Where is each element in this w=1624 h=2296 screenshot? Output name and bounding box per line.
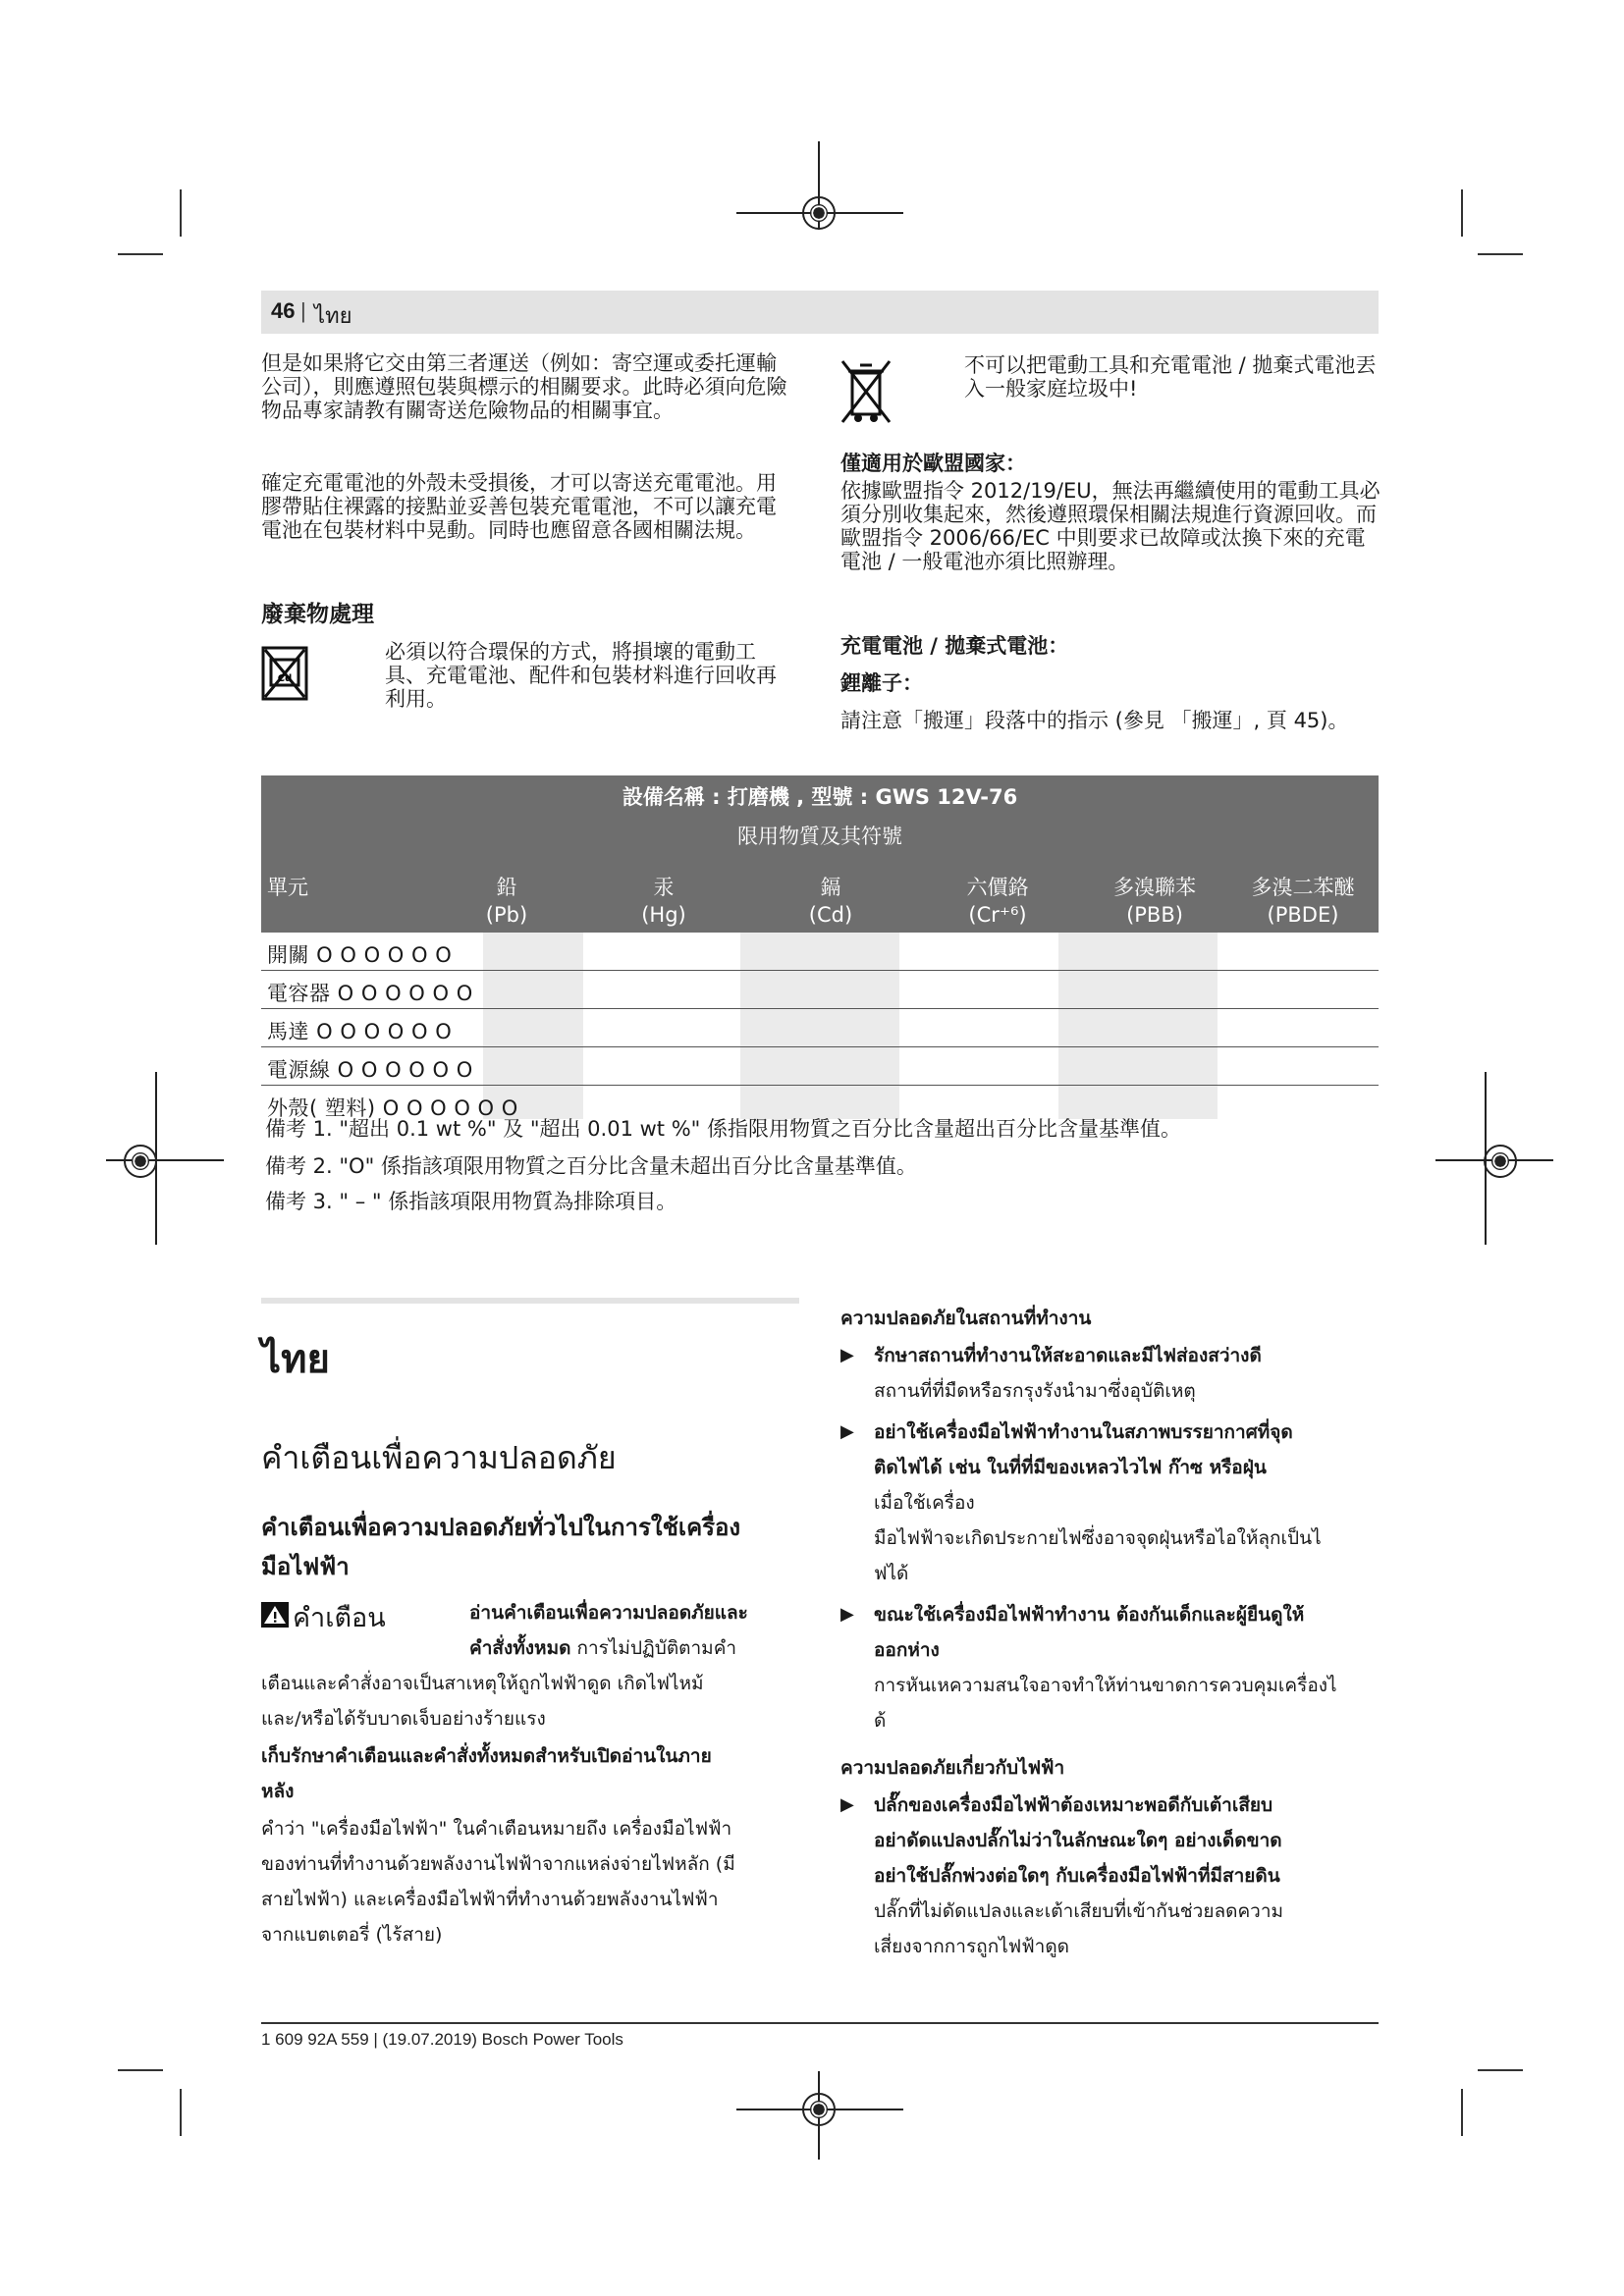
electrical-bullet-1-line-5: เสี่ยงจากการถูกไฟฟ้าดูด xyxy=(874,1936,1069,1957)
electrical-safety-heading: ความปลอดภัยเกี่ยวกับไฟฟ้า xyxy=(840,1757,1065,1779)
electrical-bullet-1-line-3: อย่าใช้ปลั๊กพ่วงต่อใดๆ กับเครื่องมือไฟฟ้าที่มีสายดิน xyxy=(874,1865,1280,1887)
electrical-bullet-1-line-1: ปลั๊กของเครื่องมือไฟฟ้าต้องเหมาะพอดีกับเต้าเสียบ xyxy=(874,1794,1273,1816)
recycle-box-icon xyxy=(261,646,308,701)
table-note-2: 備考 2. "O" 係指該項限用物質之百分比含量未超出百分比含量基準值。 xyxy=(265,1154,917,1178)
page-header xyxy=(261,291,1379,334)
col-unit: 單元 xyxy=(267,876,308,899)
warning-triangle-icon xyxy=(261,1602,289,1628)
work-area-bullet-3-line-4: ด้ xyxy=(874,1710,887,1732)
work-area-bullet-3-line-3: การหันเหความสนใจอาจทำให้ท่านขาดการควบคุมเครื่องไ xyxy=(874,1675,1337,1696)
table-row xyxy=(261,933,1379,971)
transport-paragraph-2: 確定充電電池的外殼未受損後，才可以寄送充電電池。用膠帶貼住裸露的接點並妥善包裝充電電池，不可以讓充電電池在包裝材料中晃動。同時也應留意各國相關法規。 xyxy=(261,471,777,542)
table-body xyxy=(261,933,1379,1123)
row-label: 外殼( 塑料) O O O O O O xyxy=(267,1096,518,1120)
table-title-bar xyxy=(261,775,1379,866)
work-area-bullet-1-line-1: รักษาสถานที่ทำงานให้สะอาดและมีไฟส่องสว่างดี xyxy=(874,1345,1262,1366)
row-label: 電源線 O O O O O O xyxy=(267,1058,473,1082)
li-ion-heading: 鋰離子： xyxy=(840,671,923,695)
work-area-bullet-3-line-2: ออกห่าง xyxy=(874,1639,940,1661)
bullet-icon: ▶ xyxy=(840,1345,854,1365)
work-area-bullet-2-line-4: มือไฟฟ้าจะเกิดประกายไฟซึ่งอาจจุดฝุ่นหรือไอให้ลุกเป็นไ xyxy=(874,1527,1322,1549)
transport-paragraph-1: 但是如果將它交由第三者運送（例如：寄空運或委托運輸公司），則應遵照包裝與標示的相關要求。此時必須向危險物品專家請教有關寄送危險物品的相關事宜。 xyxy=(261,351,787,422)
electrical-bullet-1-line-4: ปลั๊กที่ไม่ดัดแปลงและเต้าเสียบที่เข้ากันช่วยลดความ xyxy=(874,1900,1284,1922)
bullet-icon: ▶ xyxy=(840,1794,854,1815)
footer-text: 1 609 92A 559 | (19.07.2019) Bosch Power Tools xyxy=(261,2030,623,2049)
section-divider xyxy=(261,1298,799,1304)
term-line-2: ของท่านที่ทำงานด้วยพลังงานไฟฟ้าจากแหล่งจ่ายไฟหลัก (มี xyxy=(261,1853,735,1875)
col-cd-symbol: (Cd) xyxy=(808,903,853,927)
work-area-bullet-2-line-5: ฟได้ xyxy=(874,1563,909,1584)
col-cr6-symbol: (Cr⁺⁶) xyxy=(968,903,1027,927)
term-line-4: จากแบตเตอรี่ (ไร้สาย) xyxy=(261,1924,443,1946)
col-pb: 鉛 xyxy=(496,876,517,899)
eu-text: 依據歐盟指令 2012/19/EU，無法再繼續使用的電動工具必須分別收集起來，然後遵照環保相關法規進行資源回收。而歐盟指令 2006/66/EC 中則要求已故障或汰換下來的充電電池 / 一般電池亦須比照辦理。 xyxy=(840,479,1380,573)
table-note-3: 備考 3. " – " 係指該項限用物質為排除項目。 xyxy=(265,1190,677,1213)
electrical-bullet-1-line-2: อย่าดัดแปลงปลั๊กไม่ว่าในลักษณะใดๆ อย่างเด็ดขาด xyxy=(874,1830,1282,1851)
table-row xyxy=(261,971,1379,1009)
general-safety-heading-line1: คำเตือนเพื่อความปลอดภัยทั่วไปในการใช้เครื่อง xyxy=(261,1514,741,1541)
col-cd: 鎘 xyxy=(820,876,841,899)
table-note-1: 備考 1. "超出 0.1 wt %" 及 "超出 0.01 wt %" 係指限用物質之百分比含量超出百分比含量基準值。 xyxy=(265,1117,1181,1141)
safety-heading: คำเตือนเพื่อความปลอดภัย xyxy=(261,1439,617,1476)
header-separator: | xyxy=(300,298,306,323)
col-pbde: 多溴二苯醚 xyxy=(1251,876,1355,899)
keep-instructions-line-2: หลัง xyxy=(261,1781,295,1802)
term-line-3: สายไฟฟ้า) และเครื่องมือไฟฟ้าที่ทำงานด้วยพลังงานไฟฟ้า xyxy=(261,1889,719,1910)
row-label: 電容器 O O O O O O xyxy=(267,982,473,1005)
table-row xyxy=(261,1047,1379,1086)
bullet-icon: ▶ xyxy=(840,1421,854,1442)
li-ion-text: 請注意「搬運」段落中的指示 (參見 「搬運」, 頁 45)。 xyxy=(840,709,1349,732)
bullet-icon: ▶ xyxy=(840,1604,854,1625)
col-pb-symbol: (Pb) xyxy=(485,903,528,927)
warning-line-4: และ/หรือได้รับบาดเจ็บอย่างร้ายแรง xyxy=(261,1708,546,1730)
battery-heading: 充電電池 / 拋棄式電池： xyxy=(840,634,1069,658)
warning-all-instructions: คำสั่งทั้งหมด xyxy=(469,1637,571,1659)
table-subtitle: 限用物質及其符號 xyxy=(737,825,902,848)
work-area-bullet-3-line-1: ขณะใช้เครื่องมือไฟฟ้าทำงาน ต้องกันเด็กและผู้ยืนดูให้ xyxy=(874,1604,1305,1626)
footer-rule xyxy=(261,2022,1379,2024)
crossed-bin-icon xyxy=(840,357,892,426)
warning-read-instructions: อ่านคำเตือนเพื่อความปลอดภัยและ xyxy=(469,1602,748,1624)
work-area-bullet-2-line-2: ติดไฟได้ เช่น ในที่ที่มีของเหลวไวไฟ ก๊าซ หรือฝุ่น xyxy=(874,1457,1267,1478)
row-label: 開關 O O O O O O xyxy=(267,943,453,967)
general-safety-heading-line2: มือไฟฟ้า xyxy=(261,1553,350,1580)
col-hg-symbol: (Hg) xyxy=(641,903,686,927)
page-number: 46 xyxy=(271,298,296,323)
term-line-1: คำว่า "เครื่องมือไฟฟ้า" ในคำเตือนหมายถึง เครื่องมือไฟฟ้า xyxy=(261,1818,732,1840)
warning-label: คำเตือน xyxy=(293,1603,386,1633)
svg-text:Cd: Cd xyxy=(277,673,293,684)
disposal-text: 必須以符合環保的方式，將損壞的電動工具、充電電池、配件和包裝材料進行回收再利用。 xyxy=(385,640,777,711)
warning-line-3: เตือนและคำสั่งอาจเป็นสาเหตุให้ถูกไฟฟ้าดูด เกิดไฟไหม้ xyxy=(261,1673,704,1694)
keep-instructions-line-1: เก็บรักษาคำเตือนและคำสั่งทั้งหมดสำหรับเปิดอ่านในภาย xyxy=(261,1745,712,1767)
disposal-heading: 廢棄物處理 xyxy=(261,602,374,627)
col-cr6: 六價鉻 xyxy=(966,876,1029,899)
bin-warning-text: 不可以把電動工具和充電電池 / 拋棄式電池丟入一般家庭垃圾中! xyxy=(964,353,1377,400)
thai-section-title: ไทย xyxy=(261,1337,330,1382)
table-column-header xyxy=(261,866,1379,933)
header-language: ไทย xyxy=(314,304,352,329)
work-area-bullet-2-line-1: อย่าใช้เครื่องมือไฟฟ้าทำงานในสภาพบรรยากาศที่จุด xyxy=(874,1421,1293,1443)
col-pbb: 多溴聯苯 xyxy=(1113,876,1196,899)
table-title: 設備名稱 : 打磨機 , 型號 : GWS 12V-76 xyxy=(622,785,1018,809)
warning-line-2 xyxy=(469,1633,736,1663)
col-pbb-symbol: (PBB) xyxy=(1126,903,1183,927)
work-area-bullet-2-line-3: เมื่อใช้เครื่อง xyxy=(874,1492,975,1514)
warning-line-2-tail: การไม่ปฏิบัติตามคำ xyxy=(570,1637,737,1659)
table-row xyxy=(261,1009,1379,1047)
work-area-heading: ความปลอดภัยในสถานที่ทำงาน xyxy=(840,1308,1092,1329)
col-hg: 汞 xyxy=(653,876,675,899)
restricted-substances-table xyxy=(261,775,1379,1123)
col-pbde-symbol: (PBDE) xyxy=(1267,903,1339,927)
row-label: 馬達 O O O O O O xyxy=(267,1020,453,1043)
eu-heading: 僅適用於歐盟國家： xyxy=(840,452,1026,475)
work-area-bullet-1-line-2: สถานที่ที่มืดหรือรกรุงรังนำมาซึ่งอุบัติเหตุ xyxy=(874,1380,1196,1402)
